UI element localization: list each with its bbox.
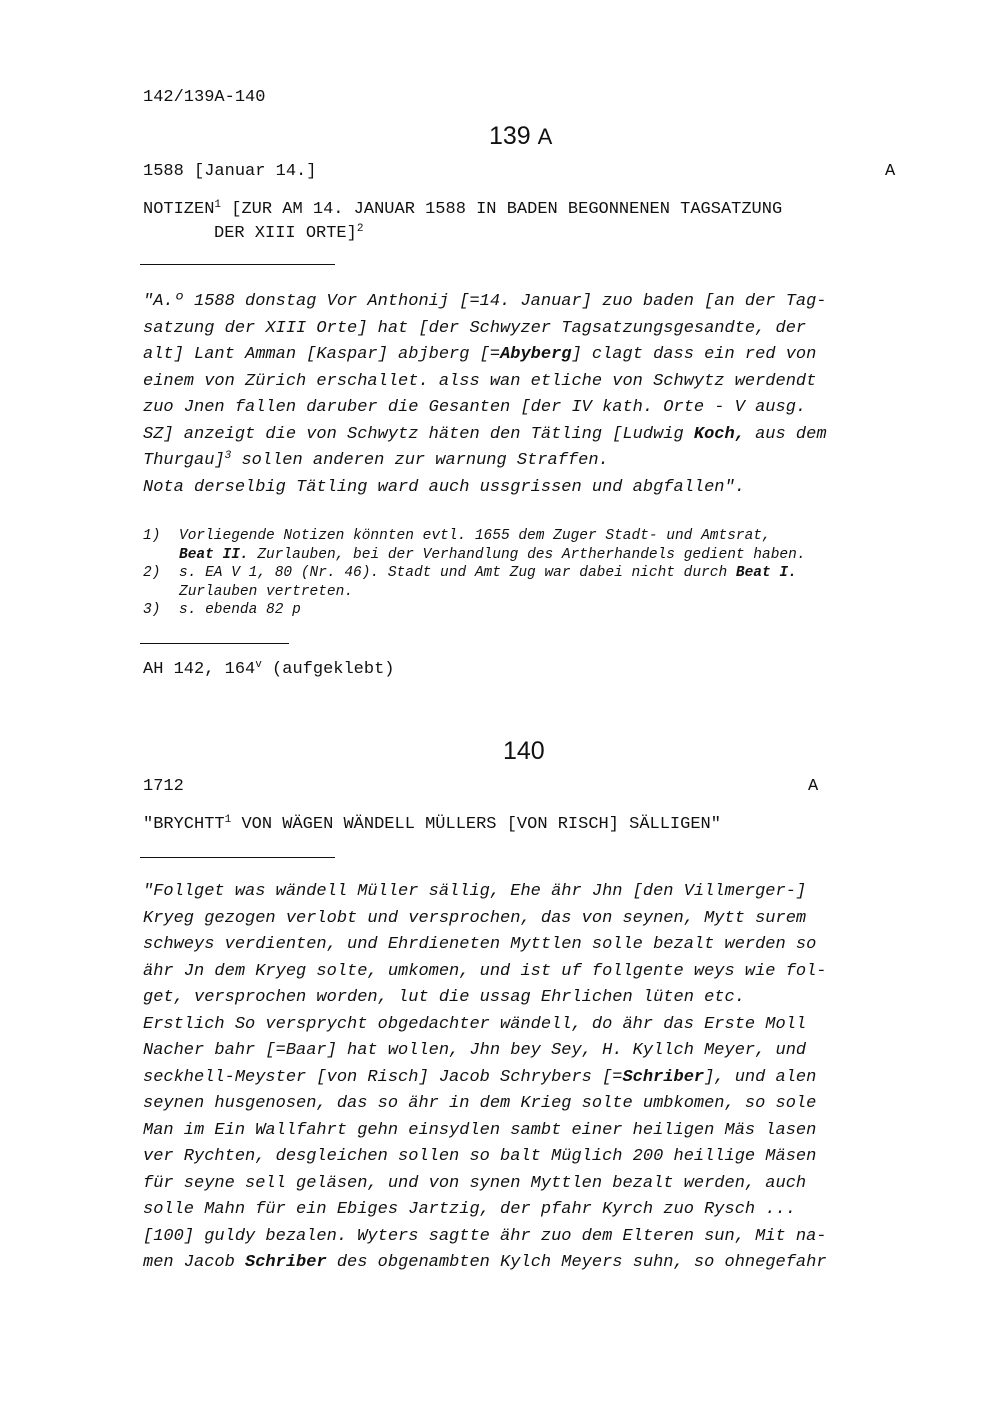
- body-line: [143, 1253, 903, 1280]
- text-span: Thurgau]: [143, 451, 225, 470]
- text-span: men Jacob: [143, 1253, 246, 1272]
- body-line: ähr Jn dem Kryeg solte, umkomen, und ist uf follgente weys wie fol-: [143, 961, 827, 981]
- text-span: aus dem: [744, 424, 827, 444]
- source-text: (aufgeklebt): [261, 660, 395, 679]
- name-beat-ii: Beat II.: [179, 546, 249, 563]
- document-grade-139: A: [885, 162, 896, 181]
- title-text: VON WÄGEN WÄNDELL MÜLLERS [VON RISCH] SÄLLIGEN": [231, 815, 721, 834]
- footnote-text: Vorliegende Notizen könnten evtl. 1655 dem Zuger Stadt- und Amtsrat,: [179, 528, 771, 544]
- body-line: zuo Jnen fallen daruber die Gesanten [der IV kath. Orte - V ausg.: [143, 398, 807, 417]
- footnote-text: Zurlauben vertreten.: [179, 583, 354, 600]
- name-beat-i: Beat I.: [735, 565, 797, 581]
- footnote-ref-3: 3: [224, 449, 232, 462]
- footnote-ref-2: 2: [356, 222, 364, 235]
- body-line: Erstlich So versprycht obgedachter wändell, do ähr das Erste Moll: [143, 1014, 807, 1034]
- title-divider: [140, 264, 335, 265]
- document-title-140: [143, 815, 721, 834]
- title-text: "BRYCHTT: [143, 815, 225, 834]
- body-line: einem von Zürich erschallet. alss wan etliche von Schwytz werdendt: [143, 371, 817, 391]
- text-span: seckhell-Meyster [von Risch] Jacob Schrybers [=: [143, 1067, 623, 1087]
- footnote-text: [179, 547, 806, 563]
- body-line: Kryeg gezogen verlobt und versprochen, das von seynen, Mytt surem: [143, 908, 807, 928]
- body-line: "A.º 1588 donstag Vor Anthonij [=14. Januar] zuo baden [an der Tag-: [143, 292, 827, 311]
- document-date-140: 1712: [143, 777, 184, 796]
- page-reference: 142/139A-140: [143, 88, 266, 107]
- body-line: [143, 425, 903, 452]
- body-line: Man im Ein Wallfahrt gehn einsydlen sambt einer heiligen Mäs lasen: [143, 1120, 817, 1140]
- body-line: [143, 345, 903, 372]
- body-line: get, versprochen worden, lut die ussag Ehrlichen lüten etc.: [143, 988, 745, 1007]
- footnote-number: 2): [143, 565, 161, 581]
- document-suffix: A: [537, 124, 553, 149]
- title-text: DER XIII ORTE]: [214, 224, 357, 243]
- document-date-139: 1588 [Januar 14.]: [143, 162, 317, 181]
- body-line: seynen husgenosen, das so ähr in dem Krieg solte umbkomen, so sole: [143, 1094, 817, 1113]
- text-span: ], und alen: [704, 1067, 817, 1087]
- body-line: satzung der XIII Orte] hat [der Schwyzer Tagsatzungsgesandte, der: [143, 318, 807, 338]
- title-text: [ZUR AM 14. JANUAR 1588 IN BADEN BEGONNENEN TAGSATZUNG: [221, 200, 783, 219]
- name-abyberg: Abyberg: [500, 345, 572, 364]
- body-line: ver Rychten, desgleichen sollen so balt Müglich 200 heillige Mäsen: [143, 1147, 817, 1166]
- source-reference-139: [143, 660, 394, 679]
- body-line: schweys verdienten, und Ehrdieneten Myttlen solle bezalt werden so: [143, 935, 817, 954]
- footnote-number: 3): [143, 602, 161, 618]
- document-body-139: [143, 292, 903, 504]
- title-text: NOTIZEN: [143, 200, 215, 219]
- name-koch: Koch,: [693, 424, 745, 444]
- document-body-140: [143, 882, 903, 1280]
- body-line: [143, 1068, 903, 1095]
- text-span: alt] Lant Amman [Kaspar] abjberg [=: [143, 345, 501, 364]
- body-line: solle Mahn für ein Ebiges Jartzig, der pfahr Kyrch zuo Rysch ...: [143, 1200, 796, 1219]
- text-span: s. EA V 1, 80 (Nr. 46). Stadt und Amt Zug war dabei nicht durch: [179, 565, 736, 581]
- document-title-139-line1: [143, 200, 782, 219]
- footnote-text: s. ebenda 82 p: [179, 602, 301, 618]
- text-span: Zurlauben, bei der Verhandlung des Artherhandels gedient haben.: [248, 546, 806, 563]
- body-line: Nota derselbig Tätling ward auch ussgrissen und abgfallen".: [143, 477, 745, 497]
- footnote-ref-1: 1: [224, 813, 232, 826]
- document-number-139: [489, 122, 552, 151]
- text-span: des obgenambten Kylch Meyers suhn, so ohnegefahr: [326, 1253, 827, 1272]
- text-span: SZ] anzeigt die von Schwytz häten den Tätling [Ludwig: [143, 424, 694, 444]
- text-span: sollen anderen zur warnung Straffen.: [231, 451, 609, 470]
- footnote-ref-1: 1: [214, 198, 222, 211]
- footnote-divider: [140, 643, 289, 644]
- title-divider: [140, 857, 335, 858]
- body-line: [143, 451, 903, 478]
- document-number: 139: [489, 122, 531, 150]
- body-line: Nacher bahr [=Baar] hat wollen, Jhn bey Sey, H. Kyllch Meyer, und: [143, 1041, 807, 1060]
- footnote-text: [179, 565, 797, 581]
- name-schriber: Schriber: [245, 1253, 327, 1272]
- text-span: ] clagt dass ein red von: [571, 345, 817, 364]
- name-schriber: Schriber: [622, 1067, 705, 1087]
- document-grade-140: A: [808, 777, 819, 796]
- document-number-140: 140: [503, 737, 545, 765]
- body-line: [100] guldy bezalen. Wyters sagtte ähr zuo dem Elteren sun, Mit na-: [143, 1226, 827, 1246]
- footnote-number: 1): [143, 528, 161, 544]
- body-line: "Follget was wändell Müller sällig, Ehe ähr Jhn [den Villmerger-]: [143, 882, 807, 901]
- document-title-139-line2: [214, 224, 363, 243]
- source-verso: v: [255, 658, 262, 671]
- source-text: AH 142, 164: [143, 660, 256, 679]
- body-line: für seyne sell geläsen, und von synen Myttlen bezalt werden, auch: [143, 1173, 807, 1193]
